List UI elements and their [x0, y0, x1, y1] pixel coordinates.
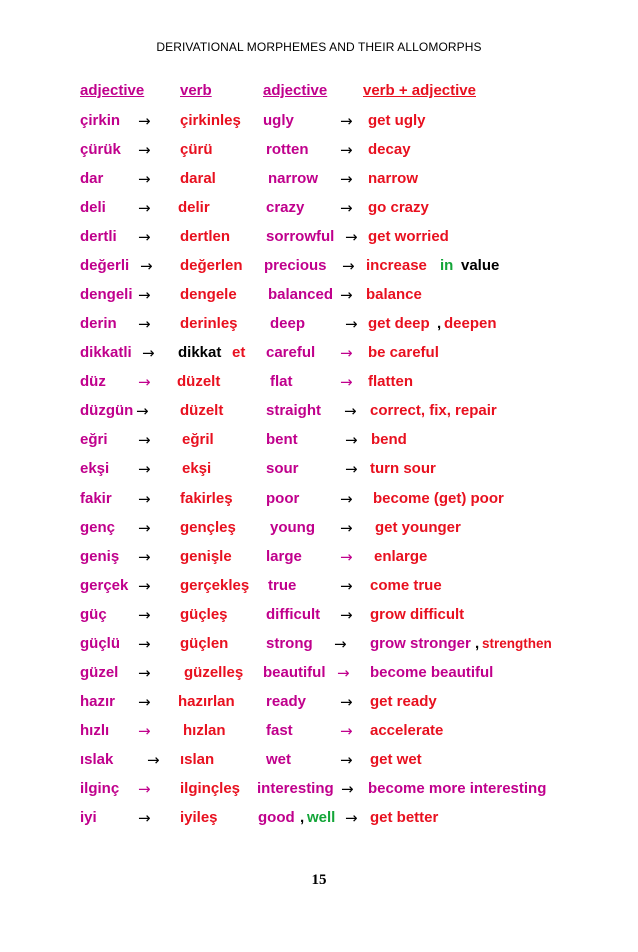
adjective-en: straight	[266, 402, 322, 420]
verb-en: bend	[371, 431, 407, 449]
verb-en: correct, fix, repair	[370, 402, 497, 420]
verb-tr: güçleş	[180, 605, 228, 623]
adjective-en: ugly	[263, 112, 294, 129]
arrow-icon: →	[147, 750, 160, 769]
arrow-icon: →	[340, 170, 353, 189]
verb-tr: dikkat	[178, 344, 222, 362]
arrow-icon: →	[138, 692, 151, 711]
verb-tr: çirkinleş	[180, 112, 241, 129]
adjective-tr: iyi	[80, 808, 97, 826]
verb-tr: genişle	[180, 547, 232, 565]
adjective-tr: dar	[80, 170, 104, 188]
adjective-en: good	[258, 808, 295, 826]
adjective-tr: değerli	[80, 257, 130, 275]
arrow-icon: →	[138, 547, 151, 566]
table-row	[0, 402, 638, 422]
arrow-icon: →	[340, 692, 353, 711]
adjective-tr: ekşi	[80, 460, 110, 478]
arrow-icon: →	[340, 721, 353, 740]
table-row	[0, 199, 638, 219]
adjective-en: wet	[266, 750, 292, 768]
arrow-icon: →	[345, 315, 358, 334]
arrow-icon: →	[138, 199, 151, 218]
table-row	[0, 809, 638, 829]
verb-tr: eğril	[182, 431, 214, 449]
arrow-icon: →	[138, 576, 151, 595]
verb-en-extra: in	[440, 257, 454, 275]
arrow-icon: →	[345, 228, 358, 247]
arrow-icon: →	[138, 460, 151, 479]
adjective-tr: geniş	[80, 547, 120, 565]
arrow-icon: →	[138, 721, 151, 740]
adjective-tr: ilginç	[80, 779, 120, 797]
adjective-tr: derin	[80, 315, 117, 333]
adjective-en: careful	[266, 344, 316, 362]
column-header-adjective-tr: adjective	[80, 82, 145, 99]
table-row	[0, 577, 638, 597]
verb-en: accelerate	[370, 721, 444, 739]
arrow-icon: →	[142, 344, 155, 363]
column-header-adjective-en: adjective	[263, 82, 328, 99]
adjective-en: large	[266, 547, 302, 565]
adjective-tr: fakir	[80, 489, 112, 507]
verb-en-tail: strengthen	[482, 635, 552, 651]
adjective-en: balanced	[268, 286, 334, 304]
arrow-icon: →	[138, 518, 151, 537]
verb-tr: düzelt	[177, 373, 221, 391]
verb-tr: güzelleş	[184, 663, 244, 681]
adjective-en: poor	[266, 489, 300, 507]
verb-en: become (get) poor	[373, 489, 504, 507]
column-header-verb-en: verb + adjective	[363, 82, 476, 99]
arrow-icon: →	[340, 141, 353, 160]
verb-en: enlarge	[374, 547, 428, 565]
verb-tr: çürü	[180, 141, 213, 159]
adjective-en: beautiful	[263, 663, 326, 681]
verb-tr: hızlan	[183, 721, 226, 739]
arrow-icon: →	[138, 489, 151, 508]
table-row	[0, 635, 638, 655]
verb-en-tail: value	[461, 257, 500, 275]
verb-tr: daral	[180, 170, 216, 188]
arrow-icon: →	[340, 518, 353, 537]
table-row	[0, 460, 638, 480]
adjective-en: flat	[270, 373, 293, 391]
verb-en: come true	[370, 576, 442, 594]
arrow-icon: →	[340, 344, 353, 363]
table-row	[0, 548, 638, 568]
verb-en: turn sour	[370, 460, 436, 478]
arrow-icon: →	[138, 779, 151, 798]
table-row	[0, 751, 638, 771]
adjective-en: strong	[266, 634, 313, 652]
verb-tr: delir	[178, 199, 210, 217]
arrow-icon: →	[140, 257, 153, 276]
verb-tr-suffix: et	[232, 344, 246, 362]
table-row	[0, 780, 638, 800]
table-row	[0, 141, 638, 161]
adjective-en: sour	[266, 460, 299, 478]
verb-en-comma: ,	[437, 315, 442, 333]
table-row	[0, 606, 638, 626]
table-row	[0, 257, 638, 277]
adjective-tr: dikkatli	[80, 344, 132, 362]
arrow-icon: →	[340, 576, 353, 595]
arrow-icon: →	[138, 228, 151, 247]
verb-tr: ıslan	[180, 750, 215, 768]
adjective-tr: hazır	[80, 692, 116, 710]
verb-en-tail: deepen	[444, 315, 497, 333]
verb-tr: fakirleş	[180, 489, 233, 507]
verb-tr: ilginçleş	[180, 779, 241, 797]
adjective-en: deep	[270, 315, 306, 333]
adjective-tr: genç	[80, 518, 116, 536]
verb-en: grow stronger	[370, 634, 471, 652]
verb-en: get better	[370, 808, 439, 826]
arrow-icon: →	[340, 286, 353, 305]
verb-en: become more interesting	[368, 779, 547, 797]
arrow-icon: →	[337, 663, 350, 682]
table-row	[0, 315, 638, 335]
adjective-en: rotten	[266, 141, 309, 159]
arrow-icon: →	[138, 605, 151, 624]
verb-tr: ekşi	[182, 460, 212, 478]
adjective-tr: hızlı	[80, 721, 110, 739]
adjective-tr: deli	[80, 199, 106, 217]
adjective-en: bent	[266, 431, 298, 449]
table-row	[0, 519, 638, 539]
table-row	[0, 490, 638, 510]
adjective-tr: güzel	[80, 663, 119, 681]
adjective-tr: düzgün	[80, 402, 134, 420]
page-header: DERIVATIONAL MORPHEMES AND THEIR ALLOMORPHS	[156, 40, 482, 54]
table-row	[0, 431, 638, 451]
table-row	[0, 228, 638, 248]
arrow-icon: →	[334, 634, 347, 653]
arrow-icon: →	[138, 141, 151, 160]
arrow-icon: →	[136, 402, 149, 421]
verb-tr: gençleş	[180, 518, 236, 536]
arrow-icon: →	[340, 489, 353, 508]
table-row	[0, 112, 638, 132]
verb-en: get younger	[375, 518, 461, 536]
arrow-icon: →	[345, 460, 358, 479]
table-row	[0, 344, 638, 364]
arrow-icon: →	[340, 750, 353, 769]
table-row	[0, 170, 638, 190]
arrow-icon: →	[345, 431, 358, 450]
verb-en: go crazy	[368, 199, 429, 217]
page-number: 15	[311, 872, 327, 888]
arrow-icon: →	[340, 373, 353, 392]
verb-en: become beautiful	[370, 663, 494, 681]
verb-tr: gerçekleş	[180, 576, 250, 594]
verb-en-comma: ,	[475, 634, 480, 652]
adjective-tr: çirkin	[80, 112, 121, 129]
verb-en: get ready	[370, 692, 437, 710]
adjective-tr: düz	[80, 373, 106, 391]
verb-en: be careful	[368, 344, 439, 362]
verb-tr: iyileş	[180, 808, 218, 826]
verb-tr: değerlen	[180, 257, 243, 275]
arrow-icon: →	[138, 431, 151, 450]
verb-en: flatten	[368, 373, 413, 391]
adjective-tr: güç	[80, 605, 107, 623]
table-row	[0, 286, 638, 306]
arrow-icon: →	[340, 547, 353, 566]
verb-en: get deep	[368, 315, 430, 333]
adjective-tr: dengeli	[80, 286, 133, 304]
adjective-en: interesting	[257, 779, 334, 797]
verb-en: get wet	[370, 750, 422, 768]
adjective-en: crazy	[266, 199, 305, 217]
arrow-icon: →	[340, 605, 353, 624]
adjective-en: precious	[264, 257, 327, 275]
adjective-en-comma: ,	[300, 808, 305, 826]
arrow-icon: →	[341, 779, 354, 798]
verb-en: increase	[366, 257, 427, 275]
adjective-en: young	[270, 518, 315, 536]
verb-tr: düzelt	[180, 402, 224, 420]
arrow-icon: →	[138, 170, 151, 189]
column-header-verb-tr: verb	[180, 82, 212, 99]
arrow-icon: →	[344, 402, 357, 421]
arrow-icon: →	[340, 112, 353, 130]
arrow-icon: →	[340, 199, 353, 218]
verb-tr: hazırlan	[178, 692, 235, 710]
arrow-icon: →	[138, 808, 151, 827]
adjective-tr: dertli	[80, 228, 117, 246]
verb-en: decay	[368, 141, 411, 159]
verb-tr: dertlen	[180, 228, 231, 246]
adjective-en: sorrowful	[266, 228, 335, 246]
adjective-tr: eğri	[80, 431, 108, 449]
verb-tr: güçlen	[180, 634, 229, 652]
arrow-icon: →	[138, 373, 151, 392]
verb-en: grow difficult	[370, 605, 465, 623]
verb-tr: dengele	[180, 286, 237, 304]
arrow-icon: →	[342, 257, 355, 276]
arrow-icon: →	[138, 663, 151, 682]
verb-en: get worried	[368, 228, 449, 246]
adjective-en: ready	[266, 692, 307, 710]
adjective-en: true	[268, 576, 297, 594]
adjective-en: narrow	[268, 170, 319, 188]
arrow-icon: →	[138, 315, 151, 334]
arrow-icon: →	[138, 112, 151, 130]
arrow-icon: →	[138, 286, 151, 305]
arrow-icon: →	[345, 808, 358, 827]
adjective-en: difficult	[266, 605, 321, 623]
verb-en: balance	[366, 286, 422, 304]
arrow-icon: →	[138, 634, 151, 653]
verb-en: get ugly	[368, 112, 426, 129]
adjective-en: fast	[266, 721, 293, 739]
table-row	[0, 722, 638, 742]
adjective-tr: ıslak	[80, 750, 114, 768]
adjective-tr: çürük	[80, 141, 121, 159]
adjective-en-extra: well	[307, 808, 336, 826]
verb-en: narrow	[368, 170, 419, 188]
adjective-tr: güçlü	[80, 634, 120, 652]
verb-tr: derinleş	[180, 315, 238, 333]
table-row	[0, 664, 638, 684]
adjective-tr: gerçek	[80, 576, 129, 594]
table-row	[0, 373, 638, 393]
table-row	[0, 693, 638, 713]
